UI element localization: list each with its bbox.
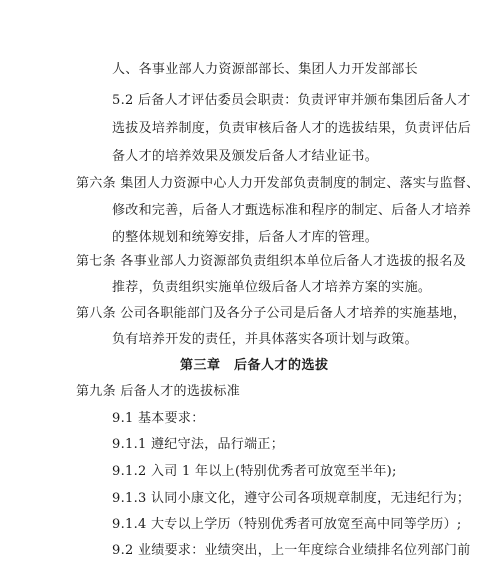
article-7-line-1: 第七条 各事业部人力资源部负责组织本单位后备人才选拔的报名及 <box>76 254 467 269</box>
text-line-4: 备人才的培养效果及颁发后备人才结业证书。 <box>112 149 379 164</box>
clause-9-1-2: 9.1.2 入司 1 年以上(特别优秀者可放宽至半年); <box>112 464 397 479</box>
article-9-title: 第九条 后备人才的选拔标准 <box>76 384 241 399</box>
article-6-line-3: 的整体规划和统筹安排，后备人才库的管理。 <box>112 230 379 245</box>
article-8-line-2: 负有培养开发的责任，并具体落实各项计划与政策。 <box>112 332 418 347</box>
text-line-3: 选拔及培养制度，负责审核后备人才的选拔结果，负责评估后 <box>112 121 472 136</box>
article-6-line-2: 修改和完善，后备人才甄选标准和程序的制定、后备人才培养 <box>112 203 472 218</box>
clause-9-2: 9.2 业绩要求：业绩突出，上一年度综合业绩排名位列部门前 <box>112 543 471 558</box>
article-8-line-1: 第八条 公司各职能部门及各分子公司是后备人才培养的实施基地， <box>76 306 467 321</box>
clause-9-1-3: 9.1.3 认同小康文化，遵守公司各项规章制度，无违纪行为； <box>112 491 471 506</box>
chapter-heading: 第三章 后备人才的选拔 <box>180 358 329 373</box>
text-line-2: 5.2 后备人才评估委员会职责：负责评审并颁布集团后备人才 <box>112 93 471 108</box>
article-6-line-1: 第六条 集团人力资源中心人力开发部负责制度的制定、落实与监督、 <box>76 176 480 191</box>
article-7-line-2: 推荐，负责组织实施单位级后备人才培养方案的实施。 <box>112 280 432 295</box>
clause-9-1-4: 9.1.4 大专以上学历（特别优秀者可放宽至高中同等学历）; <box>112 517 462 532</box>
clause-9-1: 9.1 基本要求： <box>112 411 205 426</box>
text-line-1: 人、各事业部人力资源部部长、集团人力开发部部长 <box>112 62 418 77</box>
clause-9-1-1: 9.1.1 遵纪守法，品行端正； <box>112 437 285 452</box>
